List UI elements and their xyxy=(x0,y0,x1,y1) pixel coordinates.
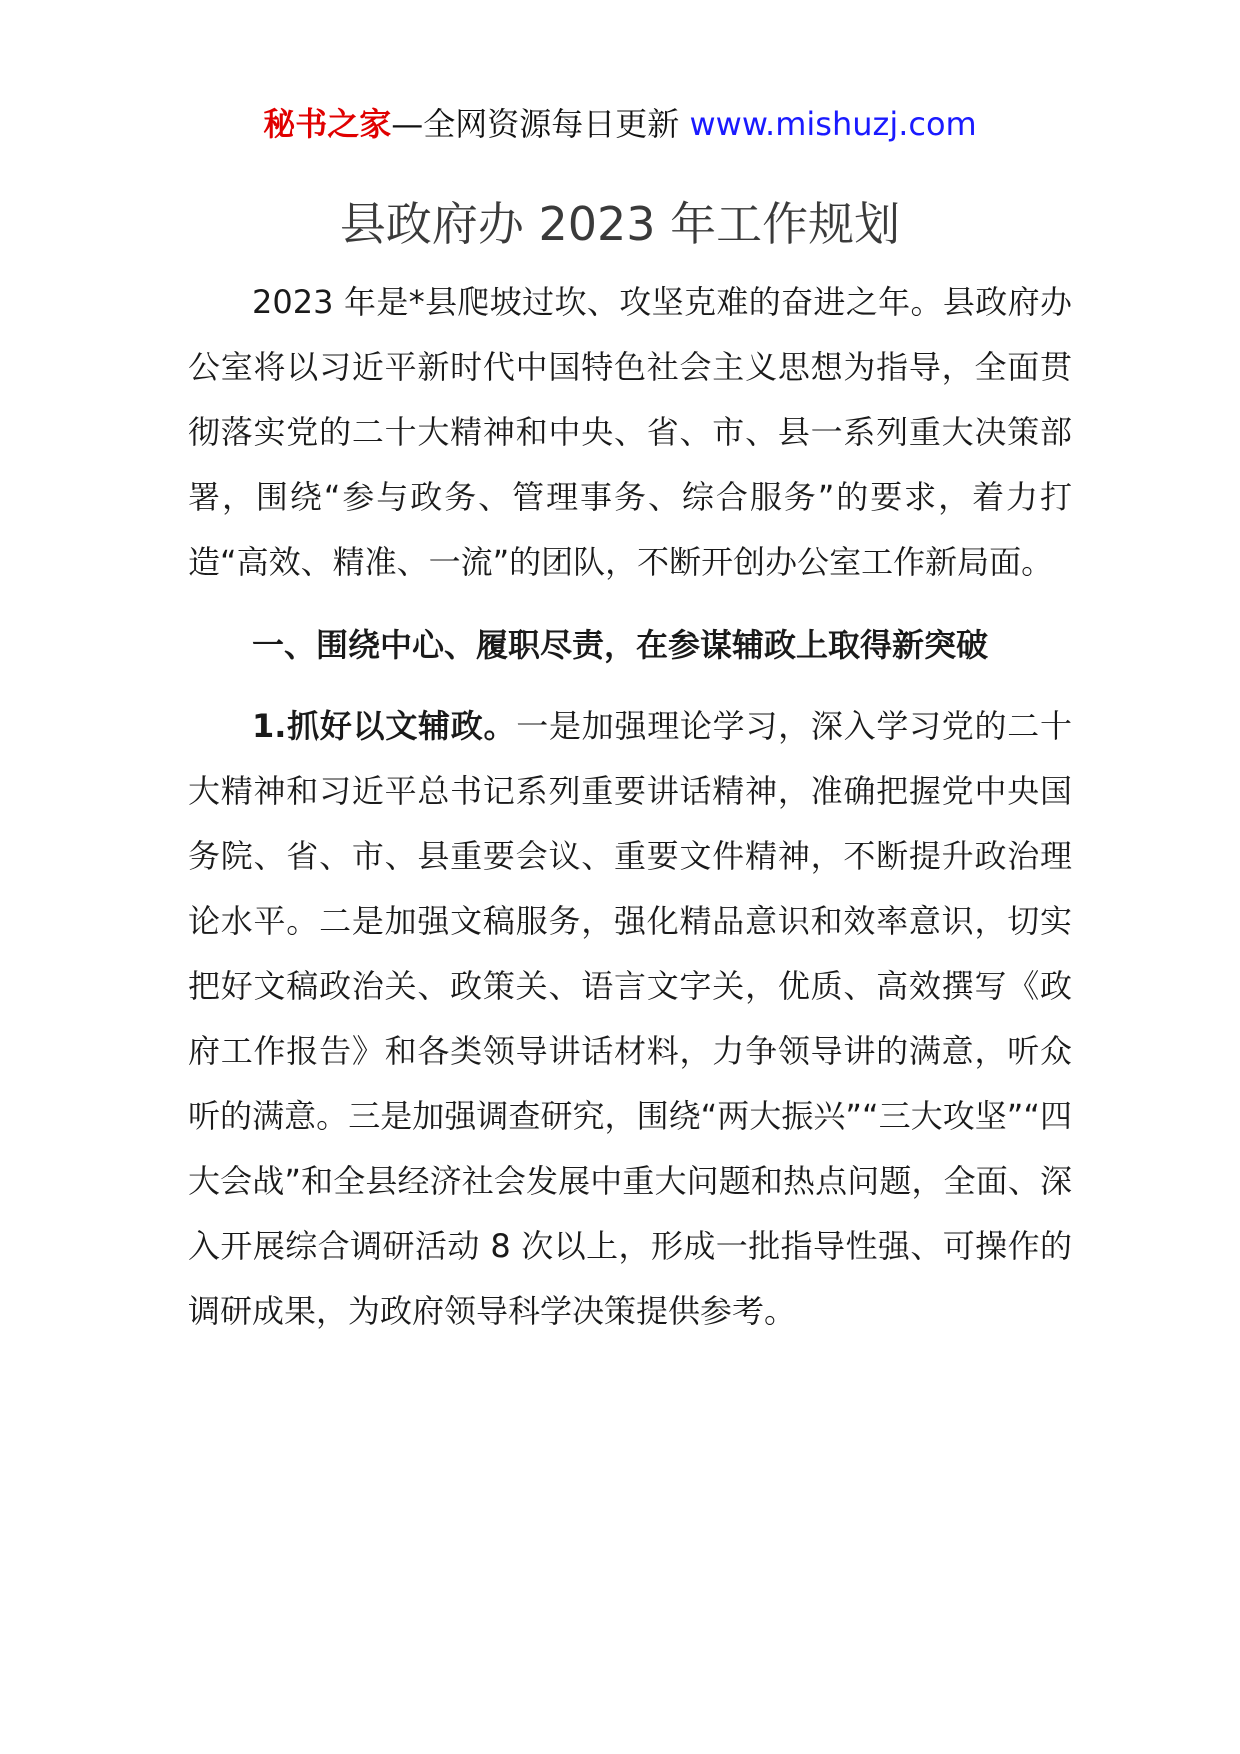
item-text: 一是加强理论学习，深入学习党的二十大精神和习近平总书记系列重要讲话精神，准确把握党中央国务院、省、市、县重要会议、重要文件精神，不断提升政治理论水平。二是加强文稿服务，强化精品意识和效率意识，切实把好文稿政治关、政策关、语言文字关，优质、高效撰写《政府工作报告》和各类领导讲话材料，力争领导讲的满意，听众听的满意。三是加强调查研究，围绕“两大振兴”“三大攻坚”“四大会战”和全县经济社会发展中重大问题和热点问题，全面、深入开展综合调研活动 8 次以上，形成一批指导性强、可操作的调研成果，为政府领导科学决策提供参考。 xyxy=(188,707,1072,1330)
item-lead: 1.抓好以文辅政。 xyxy=(252,707,517,745)
site-brand: 秘书之家 xyxy=(263,105,392,143)
site-header xyxy=(0,102,1240,146)
site-tagline: —全网资源每日更新 xyxy=(391,105,680,143)
item-paragraph xyxy=(188,694,1072,1344)
site-url-link[interactable]: www.mishuzj.com xyxy=(689,105,977,143)
section-heading: 一、围绕中心、履职尽责，在参谋辅政上取得新突破 xyxy=(252,626,989,664)
document-body xyxy=(188,270,1072,1344)
intro-paragraph: 2023 年是*县爬坡过坎、攻坚克难的奋进之年。县政府办公室将以习近平新时代中国特色社会主义思想为指导，全面贯彻落实党的二十大精神和中央、省、市、县一系列重大决策部署，围绕“参与政务、管理事务、综合服务”的要求，着力打造“高效、精准、一流”的团队，不断开创办公室工作新局面。 xyxy=(188,283,1072,581)
document-title: 县政府办 2023 年工作规划 xyxy=(339,197,901,251)
